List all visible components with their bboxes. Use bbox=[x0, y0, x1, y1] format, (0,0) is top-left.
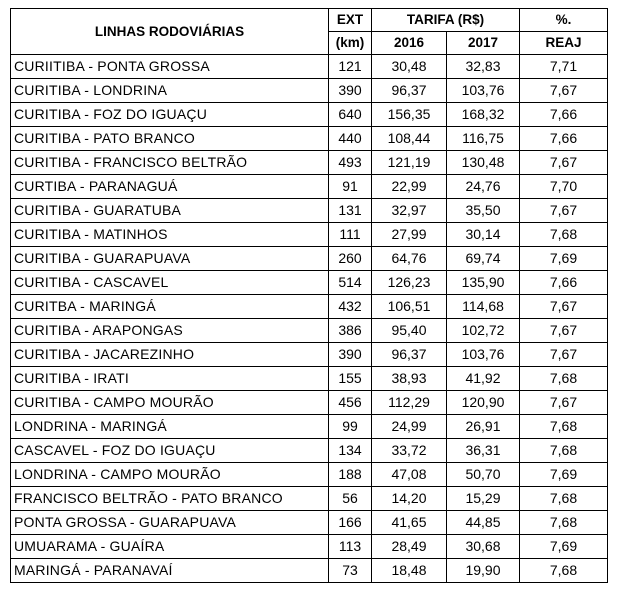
table-row bbox=[11, 415, 608, 439]
route-cell: CURITIBA - GUARATUBA bbox=[11, 199, 329, 223]
route-cell: CASCAVEL - FOZ DO IGUAÇU bbox=[11, 439, 329, 463]
fare-2016-cell: 112,29 bbox=[372, 391, 447, 415]
ext-cell: 440 bbox=[329, 127, 372, 151]
fare-2017-cell: 30,14 bbox=[447, 223, 520, 247]
ext-cell: 113 bbox=[329, 535, 372, 559]
fare-2016-cell: 126,23 bbox=[372, 271, 447, 295]
fare-2016-cell: 18,48 bbox=[372, 559, 447, 583]
table-row bbox=[11, 535, 608, 559]
fare-2017-cell: 35,50 bbox=[447, 199, 520, 223]
ext-cell: 188 bbox=[329, 463, 372, 487]
fare-2017-cell: 103,76 bbox=[447, 343, 520, 367]
reaj-cell: 7,68 bbox=[520, 487, 608, 511]
fare-2017-cell: 69,74 bbox=[447, 247, 520, 271]
table-row bbox=[11, 487, 608, 511]
reaj-cell: 7,67 bbox=[520, 391, 608, 415]
ext-cell: 155 bbox=[329, 367, 372, 391]
fare-2017-cell: 103,76 bbox=[447, 79, 520, 103]
ext-header: EXT bbox=[329, 9, 372, 32]
reaj-cell: 7,68 bbox=[520, 511, 608, 535]
table-row bbox=[11, 511, 608, 535]
table-row bbox=[11, 343, 608, 367]
table-row bbox=[11, 319, 608, 343]
fare-2016-cell: 106,51 bbox=[372, 295, 447, 319]
fare-2017-cell: 114,68 bbox=[447, 295, 520, 319]
ext-cell: 390 bbox=[329, 79, 372, 103]
reaj-cell: 7,68 bbox=[520, 559, 608, 583]
fare-2016-cell: 33,72 bbox=[372, 439, 447, 463]
table-row bbox=[11, 271, 608, 295]
reaj-cell: 7,66 bbox=[520, 103, 608, 127]
fare-2017-cell: 36,31 bbox=[447, 439, 520, 463]
fare-2016-cell: 96,37 bbox=[372, 79, 447, 103]
route-cell: CURITIBA - ARAPONGAS bbox=[11, 319, 329, 343]
table-row bbox=[11, 151, 608, 175]
fare-2016-cell: 108,44 bbox=[372, 127, 447, 151]
fare-2016-cell: 121,19 bbox=[372, 151, 447, 175]
route-cell: UMUARAMA - GUAÍRA bbox=[11, 535, 329, 559]
ext-cell: 456 bbox=[329, 391, 372, 415]
reaj-cell: 7,68 bbox=[520, 415, 608, 439]
fare-2017-cell: 24,76 bbox=[447, 175, 520, 199]
fare-table-container bbox=[10, 8, 608, 583]
route-cell: CURITIBA - MATINHOS bbox=[11, 223, 329, 247]
table-row bbox=[11, 79, 608, 103]
route-cell: LONDRINA - MARINGÁ bbox=[11, 415, 329, 439]
ext-cell: 73 bbox=[329, 559, 372, 583]
reaj-cell: 7,67 bbox=[520, 295, 608, 319]
fare-2016-cell: 22,99 bbox=[372, 175, 447, 199]
table-row bbox=[11, 391, 608, 415]
route-cell: LONDRINA - CAMPO MOURÃO bbox=[11, 463, 329, 487]
route-cell: CURITIBA - GUARAPUAVA bbox=[11, 247, 329, 271]
fare-2017-cell: 135,90 bbox=[447, 271, 520, 295]
ext-cell: 514 bbox=[329, 271, 372, 295]
reaj-cell: 7,67 bbox=[520, 319, 608, 343]
ext-cell: 111 bbox=[329, 223, 372, 247]
reaj-header: REAJ bbox=[520, 32, 608, 55]
ext-cell: 56 bbox=[329, 487, 372, 511]
reaj-cell: 7,67 bbox=[520, 199, 608, 223]
table-row bbox=[11, 127, 608, 151]
fare-table bbox=[10, 8, 608, 583]
fare-2017-cell: 116,75 bbox=[447, 127, 520, 151]
reaj-cell: 7,69 bbox=[520, 463, 608, 487]
route-cell: CURIITIBA - PONTA GROSSA bbox=[11, 55, 329, 79]
table-row bbox=[11, 103, 608, 127]
table-row bbox=[11, 295, 608, 319]
table-row bbox=[11, 247, 608, 271]
ext-cell: 99 bbox=[329, 415, 372, 439]
ext-cell: 166 bbox=[329, 511, 372, 535]
route-cell: CURITBA - MARINGÁ bbox=[11, 295, 329, 319]
route-cell: MARINGÁ - PARANAVAÍ bbox=[11, 559, 329, 583]
table-body bbox=[11, 55, 608, 583]
fare-2017-cell: 26,91 bbox=[447, 415, 520, 439]
ext-cell: 260 bbox=[329, 247, 372, 271]
fare-2017-cell: 15,29 bbox=[447, 487, 520, 511]
reaj-cell: 7,68 bbox=[520, 223, 608, 247]
reaj-percent-header: %. bbox=[520, 9, 608, 32]
table-row bbox=[11, 223, 608, 247]
table-row bbox=[11, 367, 608, 391]
ext-cell: 390 bbox=[329, 343, 372, 367]
fare-2017-cell: 50,70 bbox=[447, 463, 520, 487]
route-cell: CURITIBA - FRANCISCO BELTRÃO bbox=[11, 151, 329, 175]
ext-cell: 91 bbox=[329, 175, 372, 199]
header-row-1 bbox=[11, 9, 608, 32]
route-cell: CURTIBA - PARANAGUÁ bbox=[11, 175, 329, 199]
reaj-cell: 7,70 bbox=[520, 175, 608, 199]
route-cell: CURITIBA - PATO BRANCO bbox=[11, 127, 329, 151]
fare-2017-cell: 41,92 bbox=[447, 367, 520, 391]
fare-2017-cell: 19,90 bbox=[447, 559, 520, 583]
ext-cell: 134 bbox=[329, 439, 372, 463]
ext-unit-header: (km) bbox=[329, 32, 372, 55]
fare-2016-cell: 156,35 bbox=[372, 103, 447, 127]
fare-2016-cell: 30,48 bbox=[372, 55, 447, 79]
table-row bbox=[11, 55, 608, 79]
fare-2016-cell: 41,65 bbox=[372, 511, 447, 535]
reaj-cell: 7,69 bbox=[520, 247, 608, 271]
fare-2016-cell: 32,97 bbox=[372, 199, 447, 223]
fare-2017-cell: 102,72 bbox=[447, 319, 520, 343]
ext-cell: 386 bbox=[329, 319, 372, 343]
fare-2016-cell: 38,93 bbox=[372, 367, 447, 391]
ext-cell: 493 bbox=[329, 151, 372, 175]
table-header bbox=[11, 9, 608, 55]
reaj-cell: 7,68 bbox=[520, 367, 608, 391]
table-row bbox=[11, 439, 608, 463]
fare-2016-cell: 47,08 bbox=[372, 463, 447, 487]
year-2017-header: 2017 bbox=[447, 32, 520, 55]
ext-cell: 121 bbox=[329, 55, 372, 79]
route-cell: CURITIBA - FOZ DO IGUAÇU bbox=[11, 103, 329, 127]
table-row bbox=[11, 175, 608, 199]
fare-2017-cell: 32,83 bbox=[447, 55, 520, 79]
route-cell: PONTA GROSSA - GUARAPUAVA bbox=[11, 511, 329, 535]
reaj-cell: 7,67 bbox=[520, 151, 608, 175]
table-row bbox=[11, 463, 608, 487]
reaj-cell: 7,66 bbox=[520, 127, 608, 151]
table-row bbox=[11, 199, 608, 223]
fare-2017-cell: 44,85 bbox=[447, 511, 520, 535]
year-2016-header: 2016 bbox=[372, 32, 447, 55]
fare-2016-cell: 24,99 bbox=[372, 415, 447, 439]
fare-2016-cell: 96,37 bbox=[372, 343, 447, 367]
fare-2016-cell: 14,20 bbox=[372, 487, 447, 511]
ext-cell: 432 bbox=[329, 295, 372, 319]
reaj-cell: 7,68 bbox=[520, 439, 608, 463]
ext-cell: 640 bbox=[329, 103, 372, 127]
reaj-cell: 7,71 bbox=[520, 55, 608, 79]
reaj-cell: 7,69 bbox=[520, 535, 608, 559]
fare-2016-cell: 27,99 bbox=[372, 223, 447, 247]
route-cell: CURITIBA - JACAREZINHO bbox=[11, 343, 329, 367]
fare-2016-cell: 64,76 bbox=[372, 247, 447, 271]
route-cell: FRANCISCO BELTRÃO - PATO BRANCO bbox=[11, 487, 329, 511]
route-header: LINHAS RODOVIÁRIAS bbox=[11, 9, 329, 55]
reaj-cell: 7,67 bbox=[520, 343, 608, 367]
ext-cell: 131 bbox=[329, 199, 372, 223]
fare-2017-cell: 120,90 bbox=[447, 391, 520, 415]
reaj-cell: 7,67 bbox=[520, 79, 608, 103]
route-cell: CURITIBA - CASCAVEL bbox=[11, 271, 329, 295]
fare-2017-cell: 130,48 bbox=[447, 151, 520, 175]
route-cell: CURITIBA - LONDRINA bbox=[11, 79, 329, 103]
table-row bbox=[11, 559, 608, 583]
fare-2017-cell: 30,68 bbox=[447, 535, 520, 559]
fare-2017-cell: 168,32 bbox=[447, 103, 520, 127]
fare-2016-cell: 28,49 bbox=[372, 535, 447, 559]
route-cell: CURITIBA - CAMPO MOURÃO bbox=[11, 391, 329, 415]
reaj-cell: 7,66 bbox=[520, 271, 608, 295]
fare-2016-cell: 95,40 bbox=[372, 319, 447, 343]
route-cell: CURITIBA - IRATI bbox=[11, 367, 329, 391]
tarifa-header: TARIFA (R$) bbox=[372, 9, 520, 32]
